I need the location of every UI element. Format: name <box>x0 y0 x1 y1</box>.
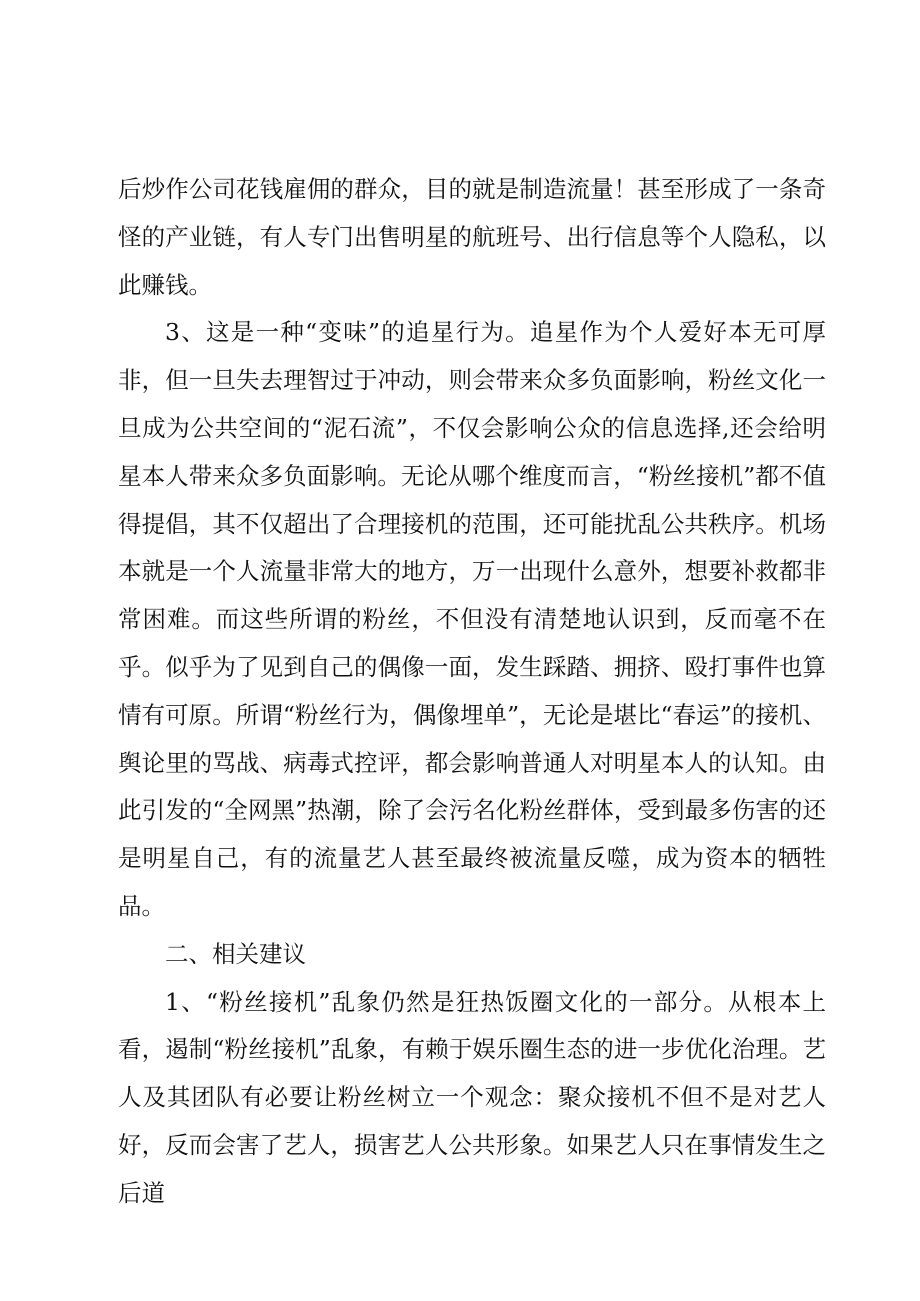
paragraph-point-3: 3、这是一种“变味”的追星行为。追星作为个人爱好本无可厚非，但一旦失去理智过于冲动，则会带来众多负面影响，粉丝文化一旦成为公共空间的“泥石流”，不仅会影响公众的信息选择,还会给明星本人带来众多负面影响。无论从哪个维度而言，“粉丝接机”都不值得提倡，其不仅超出了合理接机的范围，还可能扰乱公共秩序。机场本就是一个人流量非常大的地方，万一出现什么意外，想要补救都非常困难。而这些所谓的粉丝，不但没有清楚地认识到，反而毫不在乎。似乎为了见到自己的偶像一面，发生踩踏、拥挤、殴打事件也算情有可原。所谓“粉丝行为，偶像埋单”，无论是堪比“春运”的接机、舆论里的骂战、病毒式控评，都会影响普通人对明星本人的认知。由此引发的“全网黑”热潮，除了会污名化粉丝群体，受到最多伤害的还是明星自己，有的流量艺人甚至最终被流量反噬，成为资本的牺牲品。 <box>118 318 826 920</box>
document-body <box>118 166 826 1218</box>
paragraph-point-1: 1、“粉丝接机”乱象仍然是狂热饭圈文化的一部分。从根本上看，遏制“粉丝接机”乱象，有赖于娱乐圈生态的进一步优化治理。艺人及其团队有必要让粉丝树立一个观念：聚众接机不但不是对艺人好，反而会害了艺人，损害艺人公共形象。如果艺人只在事情发生之后道 <box>118 987 826 1207</box>
paragraph-continued: 后炒作公司花钱雇佣的群众，目的就是制造流量！甚至形成了一条奇怪的产业链，有人专门出售明星的航班号、出行信息等个人隐私，以此赚钱。 <box>118 175 826 299</box>
section-heading: 二、相关建议 <box>165 939 306 968</box>
